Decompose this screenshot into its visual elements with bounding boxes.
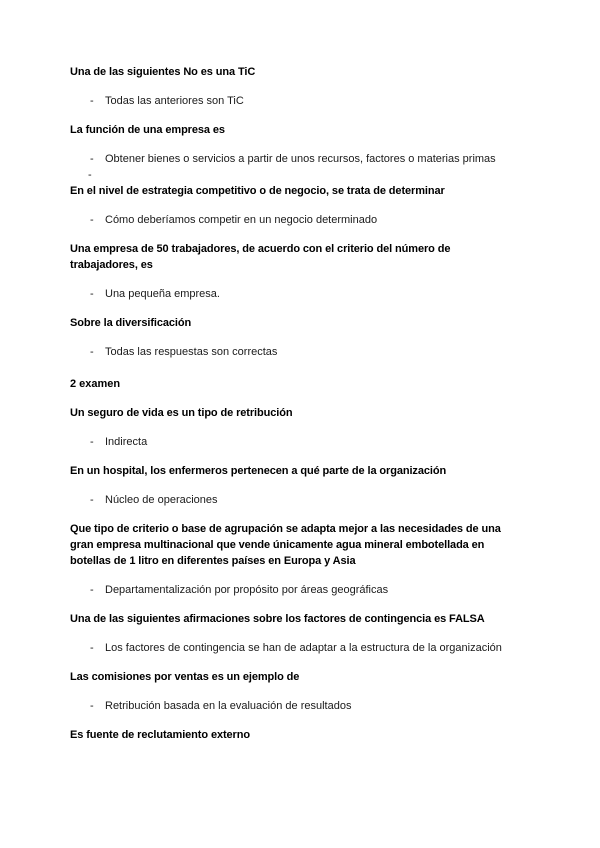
question-text: Sobre la diversificación [70,317,192,329]
answer-text: Una pequeña empresa. [105,288,220,300]
bullet-dash: - [90,214,94,226]
answer-item [70,434,530,450]
question-line: Que tipo de criterio o base de agrupación se adapta mejor a las necesidades de una [70,523,501,535]
bullet-dash: - [90,494,94,506]
bullet-dash: - [90,436,94,448]
question-line: botellas de 1 litro en diferentes países en Europa y Asia [70,555,356,567]
bullet-dash: - [90,700,94,712]
answer-item [70,212,530,228]
answer-text: Todas las anteriores son TiC [105,95,244,107]
question-line: Una empresa de 50 trabajadores, de acuerdo con el criterio del número de [70,243,451,255]
bullet-dash: - [90,95,94,107]
question-text [70,521,530,569]
answer-text: Núcleo de operaciones [105,494,218,506]
answer-item [70,151,530,167]
answer-item [70,93,530,109]
answer-text: Retribución basada en la evaluación de resultados [105,700,352,712]
empty-bullet-dash: - [88,169,92,181]
question-text: Un seguro de vida es un tipo de retribución [70,407,293,419]
answer-text: Todas las respuestas son correctas [105,346,278,358]
bullet-dash: - [90,153,94,165]
question-text: Una de las siguientes No es una TiC [70,66,256,78]
question-text: La función de una empresa es [70,124,225,136]
answer-item [70,344,530,360]
answer-text: Obtener bienes o servicios a partir de unos recursos, factores o materias primas [105,153,496,165]
question-text: Las comisiones por ventas es un ejemplo de [70,671,300,683]
answer-item [70,582,530,598]
bullet-dash: - [90,584,94,596]
question-text: Es fuente de reclutamiento externo [70,729,250,741]
bullet-dash: - [90,288,94,300]
bullet-dash: - [90,642,94,654]
question-line: trabajadores, es [70,259,153,271]
answer-text: Los factores de contingencia se han de adaptar a la estructura de la organización [105,642,502,654]
answer-item [70,640,530,656]
question-text: En un hospital, los enfermeros pertenecen a qué parte de la organización [70,465,447,477]
answer-text: Departamentalización por propósito por áreas geográficas [105,584,389,596]
question-text: En el nivel de estrategia competitivo o de negocio, se trata de determinar [70,185,445,197]
question-line: gran empresa multinacional que vende únicamente agua mineral embotellada en [70,539,485,551]
answer-item [70,492,530,508]
question-text: Una de las siguientes afirmaciones sobre los factores de contingencia es FALSA [70,613,485,625]
bullet-dash: - [90,346,94,358]
section-label: 2 examen [70,378,121,390]
answer-text: Indirecta [105,436,148,448]
answer-item [70,286,530,302]
answer-text: Cómo deberíamos competir en un negocio determinado [105,214,378,226]
answer-item [70,698,530,714]
question-text [70,241,530,273]
